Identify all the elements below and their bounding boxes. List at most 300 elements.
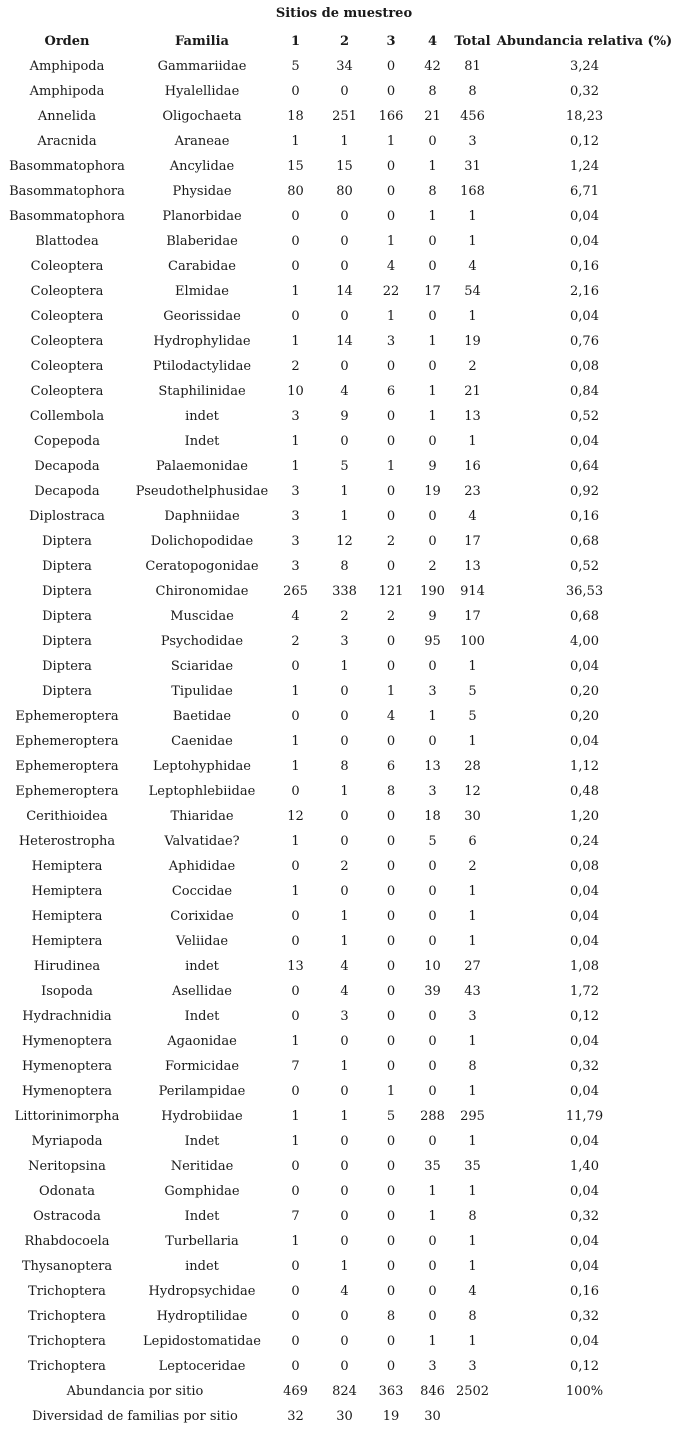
cell-site-2: 0: [340, 309, 349, 324]
table-row: [0, 1254, 675, 1279]
cell-site-1: 0: [291, 909, 300, 924]
cell-site-3: 1: [386, 684, 396, 699]
cell-orden: Trichoptera: [28, 1309, 106, 1324]
cell-site-4: 8: [428, 84, 437, 99]
cell-site-4: 0: [428, 859, 437, 874]
cell-site-3: 0: [386, 659, 396, 674]
cell-site-2: 338: [332, 584, 357, 599]
abundance-site-3: 363: [378, 1384, 404, 1399]
cell-site-4: 0: [428, 1259, 437, 1274]
table-row: [0, 1154, 675, 1179]
cell-abundancia-relativa: 11,79: [565, 1109, 604, 1124]
cell-orden: Diptera: [42, 609, 92, 624]
table-row: [0, 979, 675, 1004]
cell-abundancia-relativa: 0,20: [570, 709, 599, 724]
table-row: [0, 104, 675, 129]
cell-familia: Palaemonidae: [156, 459, 248, 474]
cell-site-1: 1: [291, 884, 300, 899]
cell-total: 4: [468, 1284, 477, 1299]
cell-site-1: 3: [291, 484, 300, 499]
cell-orden: Hemiptera: [31, 934, 103, 949]
table-row: [0, 904, 675, 929]
cell-site-2: 0: [340, 884, 349, 899]
header-row: [0, 29, 675, 54]
cell-site-4: 0: [428, 509, 437, 524]
table-row: [0, 954, 675, 979]
cell-site-4: 0: [428, 909, 437, 924]
cell-site-3: 0: [386, 184, 396, 199]
cell-orden: Diptera: [42, 634, 92, 649]
table-row: [0, 329, 675, 354]
cell-abundancia-relativa: 4,00: [570, 634, 599, 649]
cell-orden: Diptera: [42, 584, 92, 599]
cell-site-4: 10: [424, 959, 441, 974]
cell-site-1: 0: [291, 1184, 300, 1199]
cell-abundancia-relativa: 0,16: [570, 1284, 599, 1299]
cell-orden: Hymenoptera: [21, 1084, 113, 1099]
cell-site-2: 0: [340, 1234, 349, 1249]
cell-site-1: 3: [291, 534, 300, 549]
cell-abundancia-relativa: 0,04: [570, 734, 599, 749]
cell-site-4: 1: [428, 1184, 437, 1199]
cell-orden: Hemiptera: [31, 859, 103, 874]
cell-total: 8: [468, 84, 477, 99]
cell-site-4: 13: [424, 759, 441, 774]
cell-abundancia-relativa: 0,24: [570, 834, 599, 849]
cell-familia: indet: [185, 409, 219, 424]
cell-site-1: 0: [291, 709, 300, 724]
cell-site-3: 1: [386, 1084, 396, 1099]
cell-site-2: 8: [340, 759, 349, 774]
table-row: [0, 1079, 675, 1104]
cell-total: 1: [468, 1134, 477, 1149]
cell-site-1: 13: [287, 959, 304, 974]
cell-total: 35: [464, 1159, 481, 1174]
cell-site-2: 0: [340, 809, 349, 824]
cell-total: 1: [468, 234, 477, 249]
table-row: [0, 179, 675, 204]
cell-familia: Indet: [184, 1134, 220, 1149]
cell-site-1: 0: [291, 859, 300, 874]
cell-familia: Ptilodactylidae: [152, 359, 252, 374]
cell-abundancia-relativa: 0,04: [570, 884, 599, 899]
cell-site-1: 1: [291, 1034, 300, 1049]
table-row: [0, 1104, 675, 1129]
cell-site-2: 4: [340, 384, 349, 399]
cell-site-2: 9: [340, 409, 349, 424]
cell-site-3: 0: [386, 1209, 396, 1224]
cell-orden: Isopoda: [41, 984, 93, 999]
cell-site-3: 0: [386, 959, 396, 974]
cell-site-4: 0: [428, 934, 437, 949]
cell-familia: Planorbidae: [162, 209, 242, 224]
cell-site-1: 0: [291, 934, 300, 949]
cell-total: 1: [468, 659, 477, 674]
cell-total: 31: [464, 159, 481, 174]
cell-familia: Leptohyphidae: [152, 759, 252, 774]
cell-familia: Pseudothelphusidae: [135, 484, 269, 499]
cell-site-4: 0: [428, 659, 437, 674]
cell-orden: Hymenoptera: [21, 1034, 113, 1049]
cell-orden: Hydrachnidia: [22, 1009, 112, 1024]
cell-abundancia-relativa: 1,20: [570, 809, 599, 824]
cell-total: 3: [468, 1359, 477, 1374]
abundance-site-1: 469: [283, 1384, 308, 1399]
cell-site-4: 0: [428, 734, 437, 749]
cell-site-2: 0: [340, 1359, 349, 1374]
cell-site-3: 1: [386, 459, 396, 474]
cell-site-4: 0: [428, 234, 437, 249]
cell-site-3: 0: [386, 1159, 396, 1174]
table-row: [0, 1329, 675, 1354]
cell-orden: Diplostraca: [29, 509, 105, 524]
cell-site-3: 0: [386, 634, 396, 649]
cell-site-4: 0: [428, 359, 437, 374]
table-row: [0, 1279, 675, 1304]
cell-site-4: 1: [428, 1334, 437, 1349]
cell-orden: Amphipoda: [29, 84, 105, 99]
cell-abundancia-relativa: 1,72: [570, 984, 599, 999]
cell-abundancia-relativa: 1,12: [570, 759, 599, 774]
cell-familia: Psychodidae: [160, 634, 244, 649]
table-row: [0, 129, 675, 154]
cell-site-2: 0: [340, 259, 349, 274]
cell-total: 2: [468, 859, 477, 874]
table-row: [0, 604, 675, 629]
cell-familia: Dolichopodidae: [150, 534, 254, 549]
header-site-2: 2: [339, 34, 350, 49]
cell-site-1: 0: [291, 984, 300, 999]
diversity-site-1: 32: [287, 1409, 304, 1424]
cell-abundancia-relativa: 0,04: [570, 1034, 599, 1049]
cell-familia: Aphididae: [168, 859, 236, 874]
table-row: [0, 479, 675, 504]
cell-site-4: 3: [428, 684, 437, 699]
table-row: [0, 679, 675, 704]
table-row: [0, 229, 675, 254]
cell-orden: Collembola: [29, 409, 105, 424]
cell-abundancia-relativa: 1,40: [570, 1159, 599, 1174]
cell-total: 30: [464, 809, 481, 824]
cell-familia: Asellidae: [172, 984, 232, 999]
cell-site-2: 0: [340, 84, 349, 99]
cell-orden: Thysanoptera: [21, 1259, 113, 1274]
cell-site-1: 3: [291, 409, 300, 424]
cell-total: 16: [464, 459, 481, 474]
cell-abundancia-relativa: 0,64: [570, 459, 599, 474]
cell-total: 1: [468, 1034, 477, 1049]
table-row: [0, 54, 675, 79]
table-row: [0, 779, 675, 804]
cell-site-2: 1: [340, 1109, 349, 1124]
cell-site-1: 7: [291, 1209, 300, 1224]
cell-site-4: 9: [428, 609, 437, 624]
cell-total: 27: [464, 959, 481, 974]
cell-total: 5: [468, 684, 477, 699]
diversity-empty-total: [451, 1404, 494, 1429]
cell-site-1: 0: [291, 1159, 300, 1174]
cell-site-4: 19: [424, 484, 441, 499]
cell-site-1: 2: [291, 634, 300, 649]
cell-abundancia-relativa: 0,04: [570, 209, 599, 224]
cell-site-2: 1: [340, 1059, 349, 1074]
cell-site-1: 15: [287, 159, 304, 174]
table-row: [0, 754, 675, 779]
abundance-per-site-row: [0, 1379, 675, 1404]
cell-abundancia-relativa: 1,24: [570, 159, 599, 174]
cell-site-4: 17: [424, 284, 441, 299]
cell-site-2: 0: [340, 1159, 349, 1174]
cell-site-4: 2: [428, 559, 437, 574]
table-row: [0, 1179, 675, 1204]
cell-site-2: 0: [340, 209, 349, 224]
cell-site-1: 1: [291, 834, 300, 849]
cell-familia: Corixidae: [170, 909, 234, 924]
cell-abundancia-relativa: 2,16: [570, 284, 599, 299]
header-site-3: 3: [386, 34, 396, 49]
cell-abundancia-relativa: 0,84: [570, 384, 599, 399]
cell-site-1: 3: [291, 559, 300, 574]
cell-orden: Diptera: [42, 684, 92, 699]
cell-abundancia-relativa: 0,32: [570, 1059, 599, 1074]
cell-familia: Agaonidae: [167, 1034, 237, 1049]
table-body: [0, 54, 675, 1379]
cell-site-4: 1: [428, 409, 437, 424]
cell-familia: indet: [185, 1259, 219, 1274]
cell-site-2: 0: [340, 359, 349, 374]
cell-abundancia-relativa: 0,68: [570, 609, 599, 624]
cell-abundancia-relativa: 18,23: [565, 109, 604, 124]
cell-total: 1: [468, 1334, 477, 1349]
cell-abundancia-relativa: 0,48: [570, 784, 599, 799]
cell-abundancia-relativa: 0,76: [570, 334, 599, 349]
cell-orden: Trichoptera: [28, 1359, 106, 1374]
cell-site-2: 0: [340, 1209, 349, 1224]
cell-orden: Coleoptera: [30, 284, 104, 299]
cell-familia: Hydrobiidae: [161, 1109, 243, 1124]
cell-site-1: 1: [291, 459, 300, 474]
cell-orden: Trichoptera: [28, 1284, 106, 1299]
cell-site-2: 3: [340, 634, 349, 649]
cell-site-1: 1: [291, 1109, 300, 1124]
cell-total: 100: [460, 634, 485, 649]
table-row: [0, 1029, 675, 1054]
table-row: [0, 1204, 675, 1229]
cell-site-3: 0: [386, 834, 396, 849]
cell-site-2: 5: [340, 459, 349, 474]
cell-abundancia-relativa: 0,08: [570, 359, 599, 374]
cell-site-3: 0: [386, 859, 396, 874]
cell-orden: Diptera: [42, 534, 92, 549]
cell-site-1: 0: [291, 1359, 300, 1374]
cell-total: 1: [468, 909, 477, 924]
cell-orden: Ephemeroptera: [15, 709, 119, 724]
cell-abundancia-relativa: 0,12: [570, 1359, 599, 1374]
cell-site-3: 121: [378, 584, 404, 599]
cell-familia: Daphniidae: [164, 509, 240, 524]
cell-site-4: 18: [424, 809, 441, 824]
cell-orden: Basommatophora: [9, 209, 125, 224]
table-row: [0, 804, 675, 829]
cell-site-2: 0: [340, 709, 349, 724]
cell-site-2: 4: [340, 1284, 349, 1299]
table-row: [0, 1004, 675, 1029]
cell-familia: Physidae: [172, 184, 232, 199]
cell-abundancia-relativa: 0,04: [570, 1084, 599, 1099]
cell-total: 5: [468, 709, 477, 724]
cell-abundancia-relativa: 0,92: [570, 484, 599, 499]
cell-total: 54: [464, 284, 481, 299]
cell-site-1: 0: [291, 309, 300, 324]
cell-familia: Ceratopogonidae: [145, 559, 259, 574]
header-site-4: 4: [427, 34, 438, 49]
cell-site-2: 34: [336, 59, 353, 74]
cell-site-1: 1: [291, 334, 300, 349]
cell-site-3: 0: [386, 1334, 396, 1349]
cell-site-1: 1: [291, 684, 300, 699]
cell-orden: Neritopsina: [28, 1159, 106, 1174]
abundance-table: [0, 29, 675, 1429]
abundance-site-4: 846: [420, 1384, 445, 1399]
cell-site-1: 1: [291, 1134, 300, 1149]
cell-site-2: 2: [340, 609, 349, 624]
cell-site-1: 10: [287, 384, 304, 399]
cell-total: 1: [468, 1234, 477, 1249]
cell-site-2: 0: [340, 234, 349, 249]
cell-site-1: 0: [291, 1309, 300, 1324]
cell-site-4: 8: [428, 184, 437, 199]
header-familia: Familia: [175, 34, 229, 49]
cell-orden: Ephemeroptera: [15, 734, 119, 749]
cell-site-2: 1: [340, 934, 349, 949]
cell-orden: Amphipoda: [29, 59, 105, 74]
cell-orden: Coleoptera: [30, 309, 104, 324]
table-row: [0, 529, 675, 554]
cell-orden: Coleoptera: [30, 259, 104, 274]
cell-site-2: 3: [340, 1009, 349, 1024]
table-row: [0, 829, 675, 854]
table-row: [0, 629, 675, 654]
cell-familia: Sciaridae: [170, 659, 234, 674]
cell-orden: Hemiptera: [31, 884, 103, 899]
cell-abundancia-relativa: 0,04: [570, 1334, 599, 1349]
diversity-site-4: 30: [424, 1409, 441, 1424]
cell-orden: Decapoda: [34, 484, 100, 499]
table-row: [0, 204, 675, 229]
cell-familia: Lepidostomatidae: [143, 1334, 261, 1349]
cell-familia: Leptoceridae: [158, 1359, 246, 1374]
cell-orden: Aracnida: [37, 134, 97, 149]
cell-site-2: 1: [340, 134, 349, 149]
cell-site-4: 3: [428, 1359, 437, 1374]
table-row: [0, 504, 675, 529]
cell-site-3: 0: [386, 409, 396, 424]
abundance-total: 2502: [455, 1384, 490, 1399]
table-row: [0, 704, 675, 729]
header-total: Total: [454, 34, 491, 49]
cell-site-3: 8: [386, 784, 396, 799]
cell-site-4: 9: [428, 459, 437, 474]
cell-site-2: 14: [336, 284, 353, 299]
diversity-site-3: 19: [382, 1409, 400, 1424]
cell-site-3: 0: [386, 484, 396, 499]
table-row: [0, 354, 675, 379]
table-row: [0, 1129, 675, 1154]
cell-total: 19: [464, 334, 481, 349]
cell-total: 17: [464, 534, 481, 549]
cell-site-2: 251: [332, 109, 357, 124]
cell-site-3: 0: [386, 559, 396, 574]
cell-site-1: 2: [291, 359, 300, 374]
cell-orden: Cerithioidea: [26, 809, 108, 824]
cell-abundancia-relativa: 0,04: [570, 1134, 599, 1149]
cell-total: 6: [468, 834, 477, 849]
cell-site-1: 0: [291, 209, 300, 224]
cell-orden: Littorinimorpha: [14, 1109, 120, 1124]
cell-site-4: 0: [428, 1234, 437, 1249]
cell-orden: Diptera: [42, 559, 92, 574]
cell-site-1: 1: [291, 734, 300, 749]
table-row: [0, 279, 675, 304]
cell-site-3: 0: [386, 59, 396, 74]
cell-site-1: 5: [291, 59, 300, 74]
cell-site-1: 80: [287, 184, 304, 199]
cell-site-1: 265: [283, 584, 308, 599]
cell-total: 17: [464, 609, 481, 624]
cell-site-4: 0: [428, 309, 437, 324]
cell-site-2: 0: [340, 1134, 349, 1149]
cell-site-3: 0: [386, 1284, 396, 1299]
cell-familia: Muscidae: [170, 609, 234, 624]
cell-total: 23: [464, 484, 481, 499]
cell-site-2: 0: [340, 1184, 349, 1199]
cell-familia: Blaberidae: [166, 234, 238, 249]
cell-site-3: 1: [386, 134, 396, 149]
cell-familia: Perilampidae: [158, 1084, 246, 1099]
cell-site-2: 1: [340, 659, 349, 674]
cell-abundancia-relativa: 0,04: [570, 434, 599, 449]
cell-site-3: 0: [386, 809, 396, 824]
cell-total: 1: [468, 1084, 477, 1099]
table-row: [0, 304, 675, 329]
cell-site-1: 0: [291, 234, 300, 249]
cell-site-2: 1: [340, 484, 349, 499]
cell-total: 1: [468, 734, 477, 749]
cell-site-3: 0: [386, 209, 396, 224]
cell-site-2: 1: [340, 509, 349, 524]
cell-orden: Odonata: [39, 1184, 95, 1199]
cell-site-4: 1: [428, 1209, 437, 1224]
cell-site-1: 1: [291, 434, 300, 449]
cell-site-1: 0: [291, 659, 300, 674]
cell-site-3: 0: [386, 1009, 396, 1024]
cell-site-2: 80: [336, 184, 353, 199]
cell-abundancia-relativa: 0,32: [570, 1309, 599, 1324]
cell-site-3: 0: [386, 84, 396, 99]
cell-site-2: 0: [340, 1084, 349, 1099]
cell-familia: Hydrophylidae: [153, 334, 251, 349]
cell-site-3: 4: [386, 709, 396, 724]
cell-site-4: 39: [424, 984, 441, 999]
diversity-per-site-row: [0, 1404, 675, 1429]
cell-site-1: 0: [291, 1284, 300, 1299]
cell-familia: Elmidae: [175, 284, 229, 299]
cell-orden: Copepoda: [33, 434, 100, 449]
table-row: [0, 379, 675, 404]
table-row: [0, 579, 675, 604]
cell-site-4: 35: [424, 1159, 441, 1174]
diversity-per-site-label: Diversidad de familias por sitio: [32, 1409, 238, 1424]
